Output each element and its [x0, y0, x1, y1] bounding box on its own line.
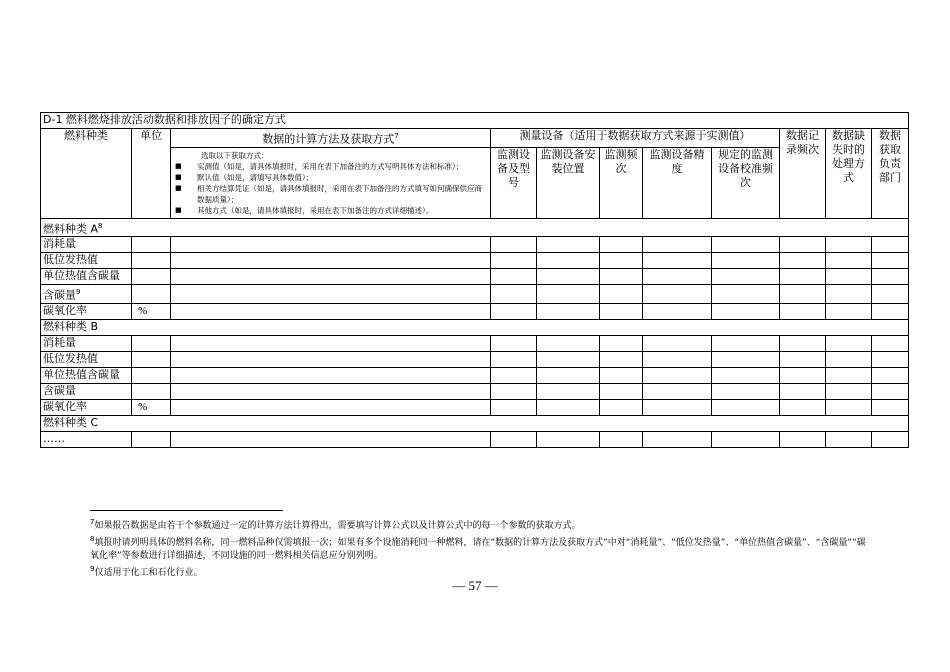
- table-cell[interactable]: [491, 367, 537, 383]
- table-row: [41, 285, 909, 304]
- table-cell[interactable]: [826, 253, 872, 269]
- group-name: 燃料种类 B: [41, 319, 909, 335]
- table-cell[interactable]: [491, 253, 537, 269]
- table-cell[interactable]: [537, 431, 600, 447]
- method-item: ■ 默认值（如是，请填写具体数值）；: [175, 172, 314, 182]
- table-cell[interactable]: [712, 351, 780, 367]
- table-cell[interactable]: [171, 351, 491, 367]
- table-cell[interactable]: [537, 367, 600, 383]
- param-label: 碳氧化率: [41, 303, 132, 319]
- table-cell[interactable]: [600, 383, 643, 399]
- param-label: 单位热值含碳量: [41, 367, 132, 383]
- table-cell[interactable]: [780, 383, 826, 399]
- table-cell[interactable]: [872, 253, 909, 269]
- param-label: 低位发热值: [41, 253, 132, 269]
- table-cell[interactable]: [171, 383, 491, 399]
- table-cell[interactable]: [491, 431, 537, 447]
- table-cell[interactable]: [826, 399, 872, 415]
- table-cell[interactable]: [780, 335, 826, 351]
- table-row: [41, 399, 909, 415]
- table-row: [41, 431, 909, 447]
- table-cell[interactable]: [132, 431, 171, 447]
- method-item: ■ 实测值（如是，请具体填报时，采用在表下加备注的方式写明具体方法和标准）；: [175, 161, 464, 171]
- table-cell[interactable]: [171, 303, 491, 319]
- table-cell[interactable]: [643, 335, 712, 351]
- table-cell[interactable]: [537, 399, 600, 415]
- table-row: [41, 269, 909, 285]
- param-label: 含碳量: [41, 383, 132, 399]
- table-cell[interactable]: [643, 367, 712, 383]
- param-label: 消耗量: [41, 335, 132, 351]
- param-unit: %: [132, 303, 171, 319]
- table-cell[interactable]: [643, 269, 712, 285]
- table-cell[interactable]: [600, 237, 643, 253]
- table-cell[interactable]: [171, 253, 491, 269]
- table-cell[interactable]: [780, 285, 826, 304]
- table-cell[interactable]: [712, 253, 780, 269]
- table-cell[interactable]: [491, 351, 537, 367]
- table-row: [41, 367, 909, 383]
- table-cell[interactable]: [171, 335, 491, 351]
- header-install-location: 监测设备安装位置: [537, 147, 600, 218]
- table-cell[interactable]: [600, 367, 643, 383]
- table-cell[interactable]: [872, 237, 909, 253]
- table-cell[interactable]: [826, 269, 872, 285]
- table-cell[interactable]: [780, 303, 826, 319]
- table-cell[interactable]: [826, 351, 872, 367]
- table-cell[interactable]: [826, 303, 872, 319]
- param-unit: [132, 335, 171, 351]
- method-item: ■ 其他方式（如是，请具体填报时，采用在表下加备注的方式详细描述）。: [175, 205, 434, 215]
- bullet-icon: ■: [175, 172, 182, 181]
- group-name: 燃料种类 C: [41, 415, 909, 431]
- table-row: [41, 253, 909, 269]
- table-cell[interactable]: [780, 253, 826, 269]
- table-cell[interactable]: [780, 351, 826, 367]
- table-cell[interactable]: [780, 367, 826, 383]
- footnote: $^8$填报时请列明具体的燃料名称，同一燃料品种仅需填报一次；如果有多个设施消耗同一种燃料，请在“数据的计算方法及获取方式”中对“消耗量”、“低位发热量”、“单位热值含碳量”、“含碳量”“碳氧化率”等参数进行详细描述，不同设施的同一燃料相关信息应分别列明。: [90, 535, 866, 561]
- table-cell[interactable]: [780, 237, 826, 253]
- table-cell[interactable]: [826, 237, 872, 253]
- footnote: $^9$仅适用于化工和石化行业。: [90, 565, 203, 578]
- header-calib-freq: 规定的监测设备校准频次: [712, 147, 780, 218]
- header-accuracy: 监测设备精度: [643, 147, 712, 218]
- table-cell[interactable]: [600, 351, 643, 367]
- bullet-icon: ■: [175, 205, 182, 214]
- param-unit: %: [132, 399, 171, 415]
- table-cell[interactable]: [171, 431, 491, 447]
- table-cell[interactable]: [643, 237, 712, 253]
- method-intro: 选取以下获取方式：: [201, 150, 269, 160]
- table-cell[interactable]: [537, 303, 600, 319]
- table-cell[interactable]: [600, 303, 643, 319]
- table-cell[interactable]: [171, 237, 491, 253]
- method-item: ■ 相关方结算凭证（如是，请具体填报时，采用在表下加备注的方式填写如何确保供应商数据质量）；: [175, 183, 482, 204]
- table-cell[interactable]: [643, 431, 712, 447]
- table-cell[interactable]: [491, 303, 537, 319]
- bullet-icon: ■: [175, 161, 182, 170]
- table-cell[interactable]: [826, 285, 872, 304]
- table-cell[interactable]: [537, 237, 600, 253]
- param-unit: [132, 383, 171, 399]
- param-label: 碳氧化率: [41, 399, 132, 415]
- table-cell[interactable]: [712, 383, 780, 399]
- table-cell[interactable]: [491, 335, 537, 351]
- header-record-freq: 数据记录频次: [780, 129, 826, 219]
- table-cell[interactable]: [643, 303, 712, 319]
- table-cell[interactable]: [643, 253, 712, 269]
- table-row: [41, 237, 909, 253]
- table-row: [41, 335, 909, 351]
- param-unit: [132, 367, 171, 383]
- table-title: D-1 燃料燃烧排放活动数据和排放因子的确定方式: [41, 113, 909, 129]
- table-cell[interactable]: [600, 253, 643, 269]
- table-cell[interactable]: [491, 383, 537, 399]
- footnote: $^7$如果报告数据是由若干个参数通过一定的计算方法计算得出，需要填写计算公式以及计算公式中的每一个参数的获取方式。: [90, 518, 581, 531]
- param-unit: [132, 285, 171, 304]
- group-row: [41, 319, 909, 335]
- table-cell[interactable]: [826, 335, 872, 351]
- footnotes: [90, 516, 870, 580]
- header-method: 数据的计算方法及获取方式$^7$: [171, 129, 491, 148]
- table-cell[interactable]: [872, 303, 909, 319]
- table-cell[interactable]: [643, 285, 712, 304]
- table-cell[interactable]: [171, 367, 491, 383]
- table-cell[interactable]: [826, 431, 872, 447]
- param-label: 单位热值含碳量: [41, 269, 132, 285]
- group-row: [41, 415, 909, 431]
- method-note: [171, 147, 491, 218]
- group-row: [41, 218, 909, 237]
- table-cell[interactable]: [826, 367, 872, 383]
- header-monitor-freq: 监测频次: [600, 147, 643, 218]
- table-cell[interactable]: [712, 285, 780, 304]
- table-cell[interactable]: [826, 383, 872, 399]
- table-cell[interactable]: [537, 285, 600, 304]
- table-cell[interactable]: [712, 431, 780, 447]
- page-number: — 57 —: [452, 578, 498, 593]
- table-cell[interactable]: [491, 399, 537, 415]
- table-cell[interactable]: [872, 431, 909, 447]
- table-cell[interactable]: [171, 399, 491, 415]
- param-unit: [132, 269, 171, 285]
- table-cell[interactable]: [872, 335, 909, 351]
- table-row: [41, 303, 909, 319]
- table-cell[interactable]: [712, 303, 780, 319]
- table-cell[interactable]: [491, 237, 537, 253]
- table-cell[interactable]: [872, 399, 909, 415]
- header-unit: 单位: [132, 129, 171, 219]
- header-dept: 数据获取负责部门: [872, 129, 909, 219]
- table-cell[interactable]: [872, 285, 909, 304]
- table-cell[interactable]: [491, 285, 537, 304]
- table-cell[interactable]: [712, 269, 780, 285]
- table-cell[interactable]: [537, 351, 600, 367]
- param-unit: [132, 253, 171, 269]
- header-missing-handling: 数据缺失时的处理方式: [826, 129, 872, 219]
- table-cell[interactable]: [537, 269, 600, 285]
- table-cell[interactable]: [600, 335, 643, 351]
- table-cell[interactable]: [643, 399, 712, 415]
- table-cell[interactable]: [712, 367, 780, 383]
- ellipsis: ……: [41, 431, 132, 447]
- header-fuel-type: 燃料种类: [41, 129, 132, 219]
- param-label: 低位发热值: [41, 351, 132, 367]
- table-cell[interactable]: [780, 269, 826, 285]
- fuel-combustion-table: [40, 112, 909, 448]
- table-cell[interactable]: [872, 351, 909, 367]
- param-label: 消耗量: [41, 237, 132, 253]
- footnote-rule: [90, 510, 283, 511]
- group-name: 燃料种类 $A^8$: [41, 218, 909, 237]
- header-device-model: 监测设备及型号: [491, 147, 537, 218]
- table-cell[interactable]: [712, 237, 780, 253]
- table-cell[interactable]: [872, 367, 909, 383]
- param-unit: [132, 351, 171, 367]
- table-cell[interactable]: [643, 351, 712, 367]
- table-cell[interactable]: [537, 335, 600, 351]
- param-label: 含碳量$^9$: [41, 285, 132, 304]
- header-measurement: 测量设备（适用于数据获取方式来源于实测值）: [491, 129, 780, 148]
- table-cell[interactable]: [872, 269, 909, 285]
- table-cell[interactable]: [600, 431, 643, 447]
- table-cell[interactable]: [171, 269, 491, 285]
- param-unit: [132, 237, 171, 253]
- table-cell[interactable]: [780, 399, 826, 415]
- table-cell[interactable]: [872, 383, 909, 399]
- table-row: [41, 351, 909, 367]
- table-cell[interactable]: [491, 269, 537, 285]
- table-cell[interactable]: [537, 253, 600, 269]
- table-cell[interactable]: [600, 399, 643, 415]
- table-row: [41, 383, 909, 399]
- table-cell[interactable]: [600, 269, 643, 285]
- bullet-icon: ■: [175, 183, 182, 192]
- table-cell[interactable]: [712, 335, 780, 351]
- table-cell[interactable]: [643, 383, 712, 399]
- table-cell[interactable]: [171, 285, 491, 304]
- table-cell[interactable]: [537, 383, 600, 399]
- table-cell[interactable]: [600, 285, 643, 304]
- table-cell[interactable]: [712, 399, 780, 415]
- table-cell[interactable]: [780, 431, 826, 447]
